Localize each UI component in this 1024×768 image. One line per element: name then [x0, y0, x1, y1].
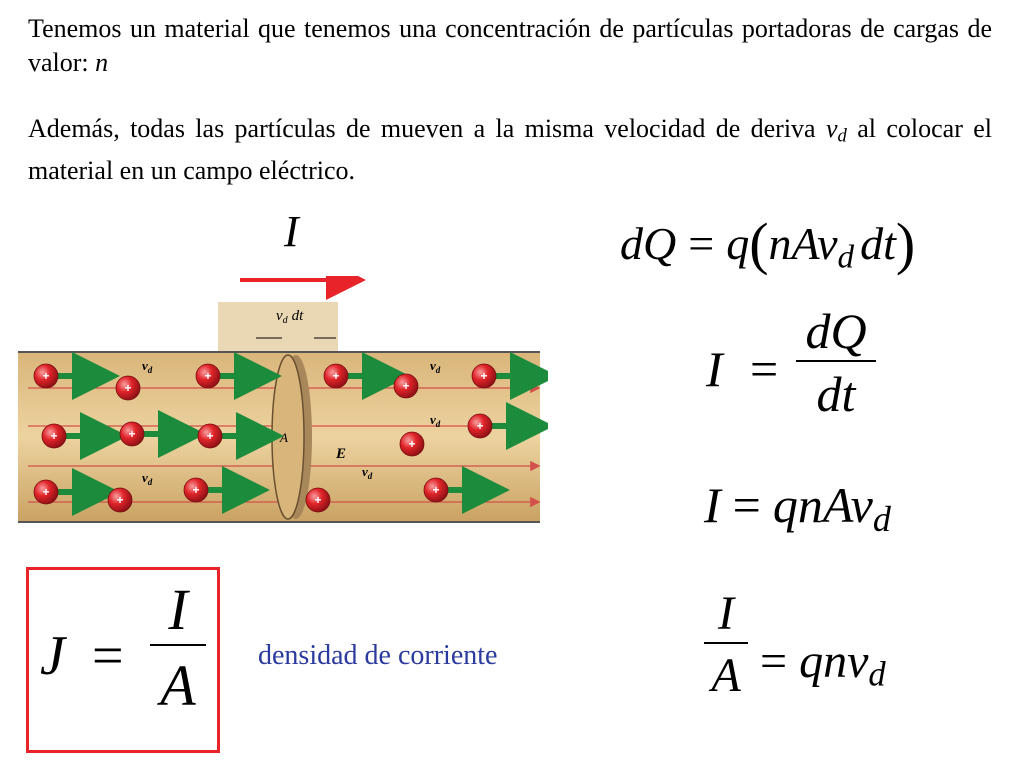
equation-qnv — [760, 634, 886, 695]
eq4-sub: d — [868, 655, 886, 694]
var-n: n — [95, 48, 109, 77]
eq4-numerator: I — [718, 587, 734, 640]
eq2-numerator: dQ — [805, 303, 867, 359]
var-v-sub: d — [837, 125, 847, 147]
eq3-equals: = — [732, 477, 761, 533]
eq1-body: nAv — [768, 218, 838, 269]
field-label: E — [336, 446, 347, 462]
plus-sign: + — [50, 429, 58, 443]
plus-sign: + — [408, 437, 416, 451]
velocity-label: $v_d$ — [430, 412, 441, 429]
eq4-equals: = — [760, 635, 788, 688]
eq1-equals: = — [688, 218, 715, 269]
conductor-diagram — [18, 276, 548, 528]
eq5-numerator: I — [168, 577, 188, 642]
eq1-q: q — [726, 218, 750, 269]
eq3-sub: d — [872, 499, 891, 539]
velocity-label: $v_d$ — [142, 470, 153, 487]
plus-sign: + — [206, 429, 214, 443]
plus-sign: + — [42, 485, 50, 499]
var-v: v — [825, 114, 838, 143]
eq1-sub: d — [837, 238, 855, 276]
plus-sign: + — [432, 483, 440, 497]
eq2-fraction — [796, 302, 876, 426]
velocity-label: $v_d$ — [362, 464, 373, 481]
eq1-lhs: dQ — [620, 218, 677, 269]
drift-label: $v_d$ dt — [276, 308, 304, 326]
plus-sign: + — [314, 493, 322, 507]
eq4-denominator: A — [711, 649, 741, 702]
drift-paragraph — [28, 112, 992, 188]
area-label: A — [280, 430, 288, 445]
eq5-equals: = — [92, 625, 124, 687]
current-symbol: I — [284, 207, 299, 256]
eq4-fraction — [704, 586, 748, 708]
eq3-lhs: I — [704, 477, 721, 533]
equation-dq — [620, 210, 915, 277]
velocity-label: $v_d$ — [430, 358, 441, 375]
velocity-label: $v_d$ — [142, 358, 153, 375]
eq5-lhs: J — [40, 625, 65, 687]
plus-sign: + — [42, 369, 50, 383]
plus-sign: + — [116, 493, 124, 507]
drift-text-end: al colocar el material en un campo eléctrico. — [28, 114, 993, 185]
plus-sign: + — [192, 483, 200, 497]
plus-sign: + — [476, 419, 484, 433]
eq3-rhs: qnAv — [772, 477, 873, 533]
eq1-paren-close: ) — [895, 211, 916, 276]
eq2-denominator: dt — [816, 366, 856, 422]
plus-sign: + — [124, 381, 132, 395]
plus-sign: + — [332, 369, 340, 383]
plus-sign: + — [204, 369, 212, 383]
eq1-paren-open: ( — [749, 211, 769, 276]
intro-paragraph — [28, 12, 992, 80]
eq2-lhs: I — [706, 341, 723, 397]
plus-sign: + — [128, 427, 136, 441]
eq5-denominator: A — [160, 653, 196, 718]
drift-text: Además, todas las partículas de mueven a la misma velocidad de deriva — [28, 114, 826, 143]
eq4-rhs: qnv — [799, 635, 869, 688]
equation-i-qnav — [704, 476, 891, 540]
cross-section-disk — [272, 355, 304, 519]
current-density-label: densidad de corriente — [258, 640, 498, 671]
eq1-dt: dt — [860, 218, 896, 269]
intro-text: Tenemos un material que tenemos una concentración de partículas portadoras de cargas de valor: — [28, 14, 992, 77]
eq2-equals: = — [750, 341, 779, 397]
eq5-fraction — [150, 576, 206, 726]
plus-sign: + — [480, 369, 488, 383]
plus-sign: + — [402, 379, 410, 393]
